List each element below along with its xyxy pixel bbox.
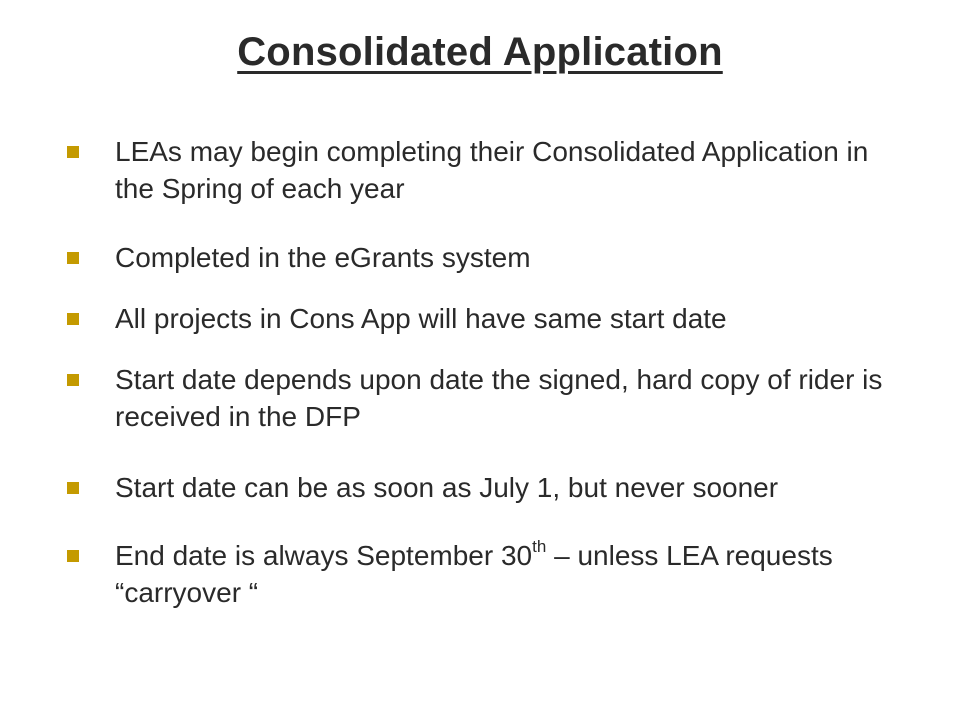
bullet-text (115, 537, 833, 608)
bullet-text: LEAs may begin completing their Consolidated Application in the Spring of each year (115, 136, 869, 204)
bullet-item (67, 361, 897, 435)
bullet-text-before: End date is always September 30 (115, 540, 533, 571)
square-bullet-icon (67, 252, 79, 264)
square-bullet-icon (67, 374, 79, 386)
bullet-item (67, 300, 897, 337)
bullet-text: Completed in the eGrants system (115, 242, 531, 273)
square-bullet-icon (67, 146, 79, 158)
bullet-item (67, 133, 897, 207)
slide-title: Consolidated Application (237, 30, 723, 74)
bullet-item (67, 239, 897, 276)
ordinal-superscript: th (532, 537, 547, 556)
bullet-text-after: – unless LEA requests “carryover “ (115, 540, 833, 608)
bullet-list (67, 133, 897, 611)
square-bullet-icon (67, 482, 79, 494)
bullet-item (67, 469, 897, 506)
bullet-text: Start date can be as soon as July 1, but never sooner (115, 472, 779, 503)
square-bullet-icon (67, 550, 79, 562)
bullet-text: All projects in Cons App will have same start date (115, 303, 727, 334)
bullet-text: Start date depends upon date the signed, hard copy of rider is received in the DFP (115, 364, 883, 432)
bullet-item (67, 537, 897, 611)
square-bullet-icon (67, 313, 79, 325)
